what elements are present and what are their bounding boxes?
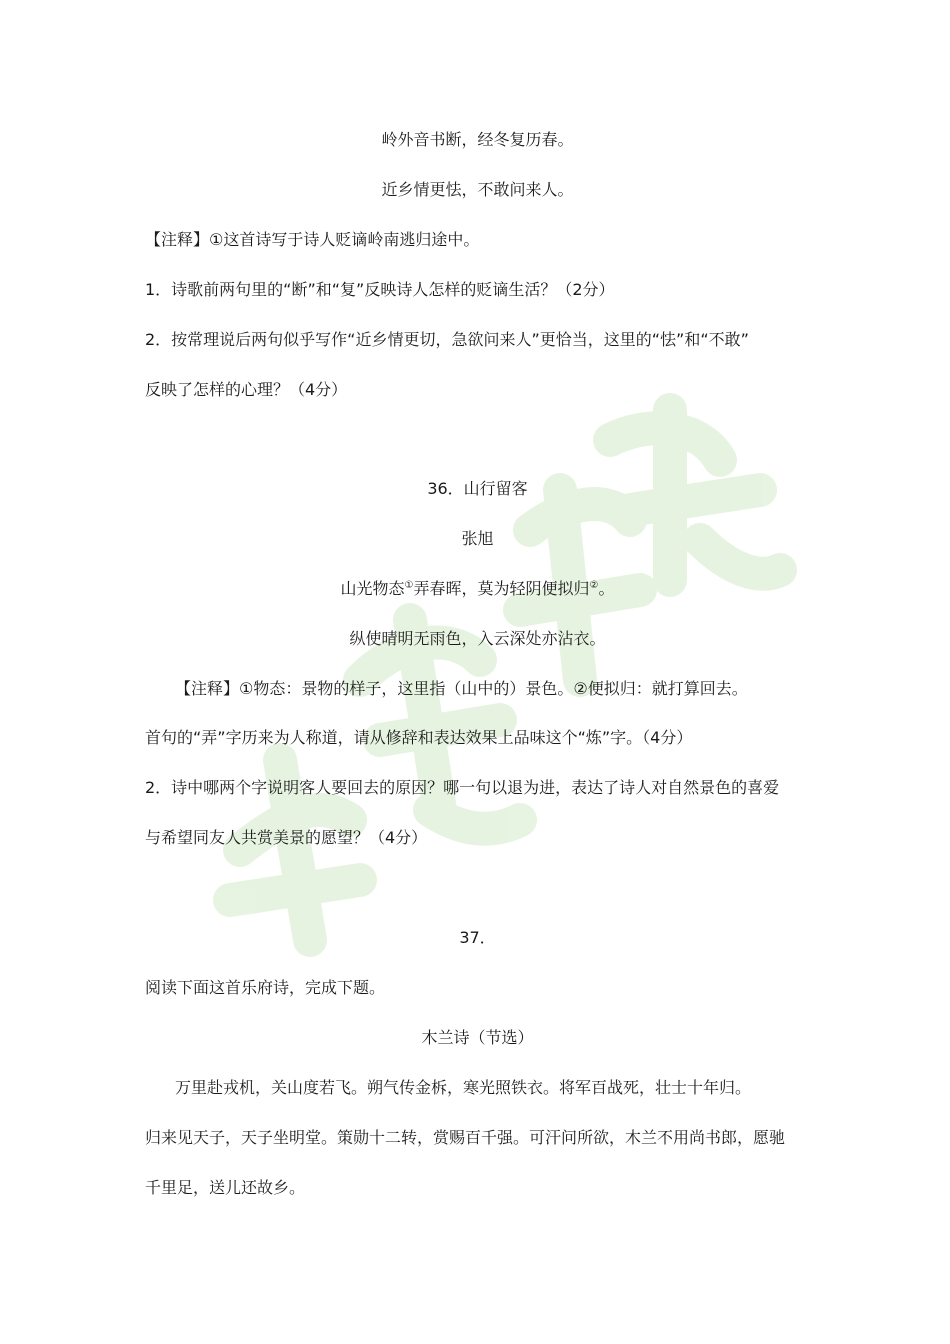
poem1-note: 【注释】①这首诗写于诗人贬谪岭南逃归途中。 bbox=[145, 230, 480, 249]
poem1-question-2: 2．按常理说后两句似乎写作“近乡情更切，急欲问来人”更恰当，这里的“怯”和“不敢” bbox=[145, 330, 749, 349]
poem2-title: 36．山行留客 bbox=[427, 479, 528, 498]
poem2-line1-part-a: 山光物态 bbox=[340, 579, 405, 598]
poem2-question-1: 首句的“弄”字历来为人称道，请从修辞和表达效果上品味这个“炼”字。（4分） bbox=[145, 728, 693, 747]
footnote-mark-2: ② bbox=[589, 580, 599, 591]
poem3-instruction: 阅读下面这首乐府诗，完成下题。 bbox=[145, 978, 386, 997]
poem1-line3: 岭外音书断，经冬复历春。 bbox=[381, 130, 574, 149]
poem1-line4: 近乡情更怯，不敢问来人。 bbox=[381, 180, 574, 199]
poem3-paragraph-2-cont: 千里足，送儿还故乡。 bbox=[145, 1178, 306, 1197]
poem3-number: 37． bbox=[459, 928, 496, 947]
poem3-title: 木兰诗（节选） bbox=[421, 1028, 534, 1047]
footnote-mark-1: ① bbox=[404, 580, 414, 591]
poem2-line1-part-b: 弄春晖，莫为轻阴便拟归 bbox=[413, 579, 590, 598]
poem2-note: 【注释】①物态：景物的样子，这里指（山中的）景色。②便拟归：就打算回去。 bbox=[175, 679, 748, 698]
poem2-line2: 纵使晴明无雨色，入云深处亦沾衣。 bbox=[349, 629, 606, 648]
poem2-author: 张旭 bbox=[461, 529, 494, 548]
poem2-question-2-cont: 与希望同友人共赏美景的愿望？（4分） bbox=[145, 828, 428, 847]
poem1-question-2-cont: 反映了怎样的心理？（4分） bbox=[145, 380, 348, 399]
poem2-line1 bbox=[145, 578, 810, 600]
poem3-paragraph-1: 万里赴戎机，关山度若飞。朔气传金柝，寒光照铁衣。将军百战死，壮士十年归。 bbox=[175, 1078, 752, 1097]
poem2-question-2: 2．诗中哪两个字说明客人要回去的原因？哪一句以退为进，表达了诗人对自然景色的喜爱 bbox=[145, 778, 780, 797]
poem2-line1-part-c: 。 bbox=[598, 579, 615, 598]
poem1-question-1: 1．诗歌前两句里的“断”和“复”反映诗人怎样的贬谪生活？（2分） bbox=[145, 280, 615, 299]
poem3-paragraph-2: 归来见天子，天子坐明堂。策勋十二转，赏赐百千强。可汗问所欲，木兰不用尚书郎，愿驰 bbox=[145, 1128, 786, 1147]
